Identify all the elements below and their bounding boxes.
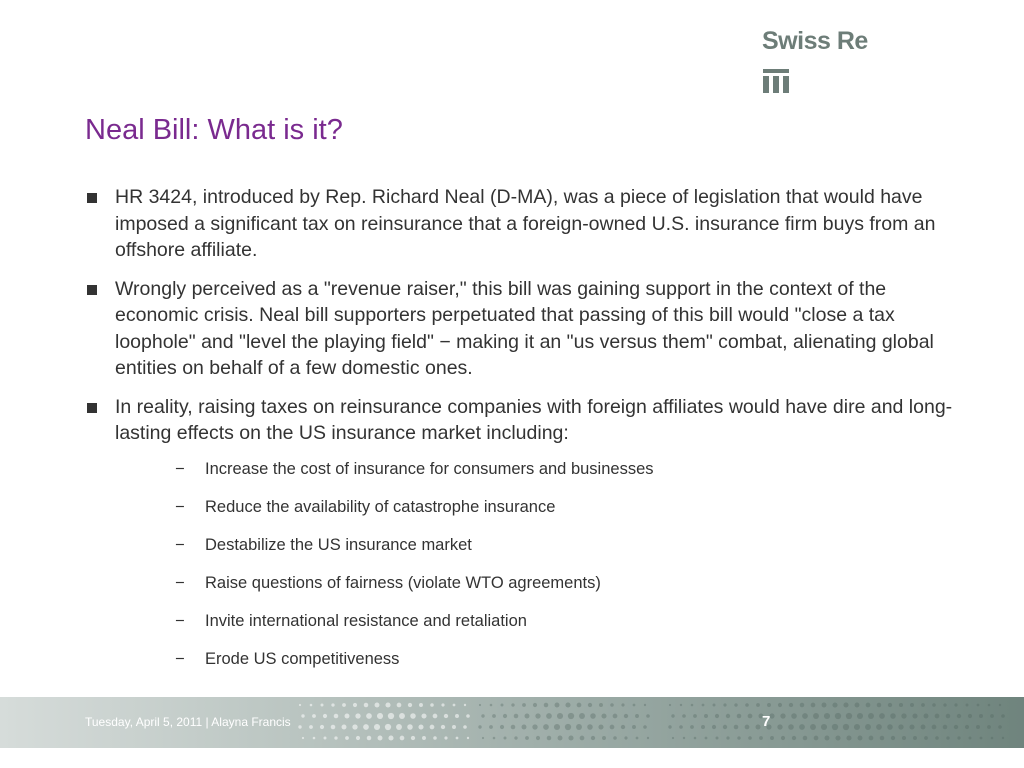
footer-text: Tuesday, April 5, 2011 | Alayna Francis <box>85 715 291 729</box>
sub-bullet-item <box>175 534 975 556</box>
sub-bullet-item <box>175 572 975 594</box>
sub-bullet-item <box>175 610 975 632</box>
sub-bullet-item <box>175 496 975 518</box>
slide-title: Neal Bill: What is it? <box>85 114 343 146</box>
sub-bullet-list <box>115 458 975 670</box>
dash-bullet-icon: − <box>175 649 185 668</box>
bullet-text: In reality, raising taxes on reinsurance companies with foreign affiliates would have dire and long-lasting effects on the US insurance market including: <box>115 395 953 444</box>
sub-bullet-item <box>175 458 975 480</box>
sub-bullet-text: Reduce the availability of catastrophe insurance <box>205 497 556 516</box>
swiss-re-logo <box>762 28 882 98</box>
bullet-item <box>85 184 975 264</box>
square-bullet-icon <box>87 403 97 413</box>
bullet-item <box>85 394 975 670</box>
dash-bullet-icon: − <box>175 497 185 516</box>
bullet-text: HR 3424, introduced by Rep. Richard Neal (D-MA), was a piece of legislation that would have imposed a significant tax on reinsurance that a foreign-owned U.S. insurance firm buys from an offshore affiliate. <box>115 186 936 261</box>
bullet-list <box>85 184 975 686</box>
bullet-item <box>85 276 975 382</box>
sub-bullet-text: Increase the cost of insurance for consumers and businesses <box>205 459 654 478</box>
page-number: 7 <box>762 713 771 730</box>
swiss-re-logo-mark-icon <box>763 69 789 93</box>
sub-bullet-text: Destabilize the US insurance market <box>205 535 472 554</box>
bullet-text: Wrongly perceived as a "revenue raiser," this bill was gaining support in the context of the economic crisis. Neal bill supporters perpetuated that passing of this bill would "close a tax loophole" and "level the playing field" − making it an "us versus them" combat, alienating global entities on behalf of a few domestic ones. <box>115 277 934 379</box>
sub-bullet-text: Erode US competitiveness <box>205 649 400 668</box>
footer-band <box>0 697 1024 748</box>
logo-text: Swiss Re <box>762 27 868 55</box>
sub-bullet-text: Raise questions of fairness (violate WTO agreements) <box>205 573 601 592</box>
sub-bullet-text: Invite international resistance and retaliation <box>205 611 527 630</box>
dash-bullet-icon: − <box>175 459 185 478</box>
dash-bullet-icon: − <box>175 535 185 554</box>
dash-bullet-icon: − <box>175 573 185 592</box>
square-bullet-icon <box>87 285 97 295</box>
dash-bullet-icon: − <box>175 611 185 630</box>
sub-bullet-item <box>175 648 975 670</box>
square-bullet-icon <box>87 193 97 203</box>
